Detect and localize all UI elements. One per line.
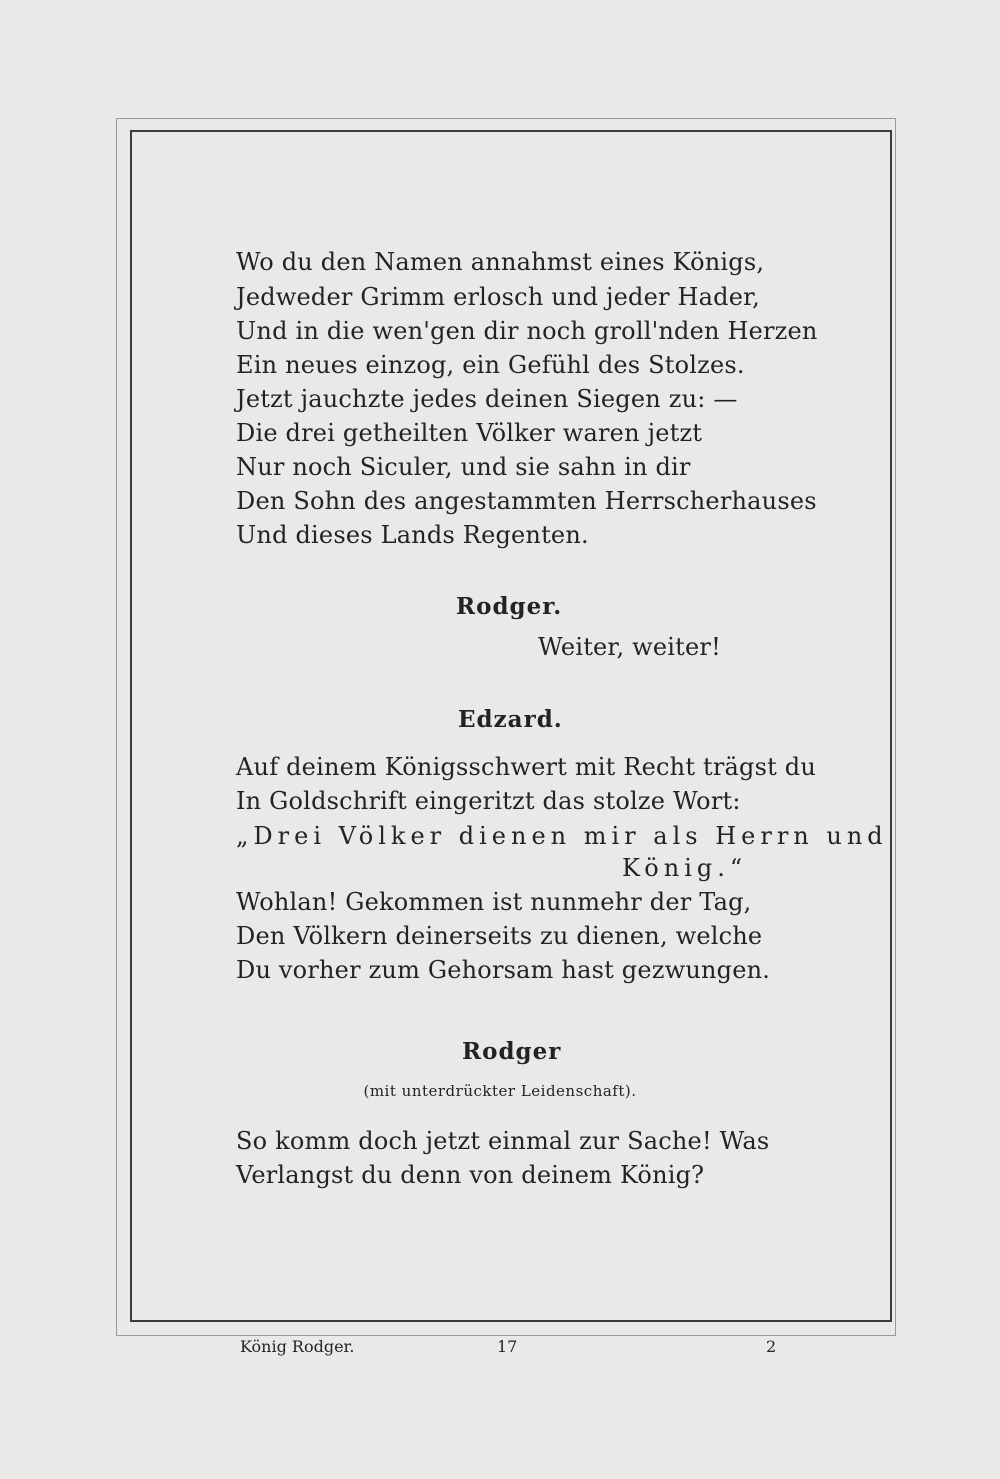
signature-mark: 2: [766, 1337, 777, 1356]
verse-line: So komm doch jetzt einmal zur Sache! Was: [236, 1127, 770, 1155]
verse-line: In Goldschrift eingeritzt das stolze Wort:: [236, 787, 741, 815]
verse-line: Wohlan! Gekommen ist nunmehr der Tag,: [236, 888, 752, 916]
verse-line: Jetzt jauchzte jedes deinen Siegen zu: —: [236, 385, 738, 413]
verse-line: Auf deinem Königsschwert mit Recht trägst du: [236, 753, 816, 781]
verse-line: Du vorher zum Gehorsam hast gezwungen.: [236, 956, 771, 984]
verse-line: Jedweder Grimm erlosch und jeder Hader,: [236, 283, 760, 311]
verse-line: Den Völkern deinerseits zu dienen, welche: [236, 922, 763, 950]
verse-line: Und in die wen'gen dir noch groll'nden Herzen: [236, 317, 818, 345]
verse-line-continuation: König.“: [622, 854, 748, 882]
page-number: 17: [497, 1337, 518, 1356]
speaker-name: Rodger: [462, 1038, 562, 1065]
verse-line: Ein neues einzog, ein Gefühl des Stolzes.: [236, 351, 745, 379]
verse-line: „Drei Völker dienen mir als Herrn und: [236, 822, 888, 850]
running-footer-title: König Rodger.: [240, 1337, 355, 1356]
verse-line: Weiter, weiter!: [538, 633, 721, 661]
verse-line: Nur noch Siculer, und sie sahn in dir: [236, 453, 691, 481]
verse-line: Verlangst du denn von deinem König?: [236, 1161, 705, 1189]
verse-line: Und dieses Lands Regenten.: [236, 521, 589, 549]
verse-line: Die drei getheilten Völker waren jetzt: [236, 419, 703, 447]
stage-direction: (mit unterdrückter Leidenschaft).: [363, 1082, 637, 1100]
speaker-name: Rodger.: [456, 593, 563, 620]
speaker-name: Edzard.: [458, 706, 563, 733]
verse-line: Den Sohn des angestammten Herrscherhauses: [236, 487, 817, 515]
verse-line: Wo du den Namen annahmst eines Königs,: [236, 248, 765, 276]
